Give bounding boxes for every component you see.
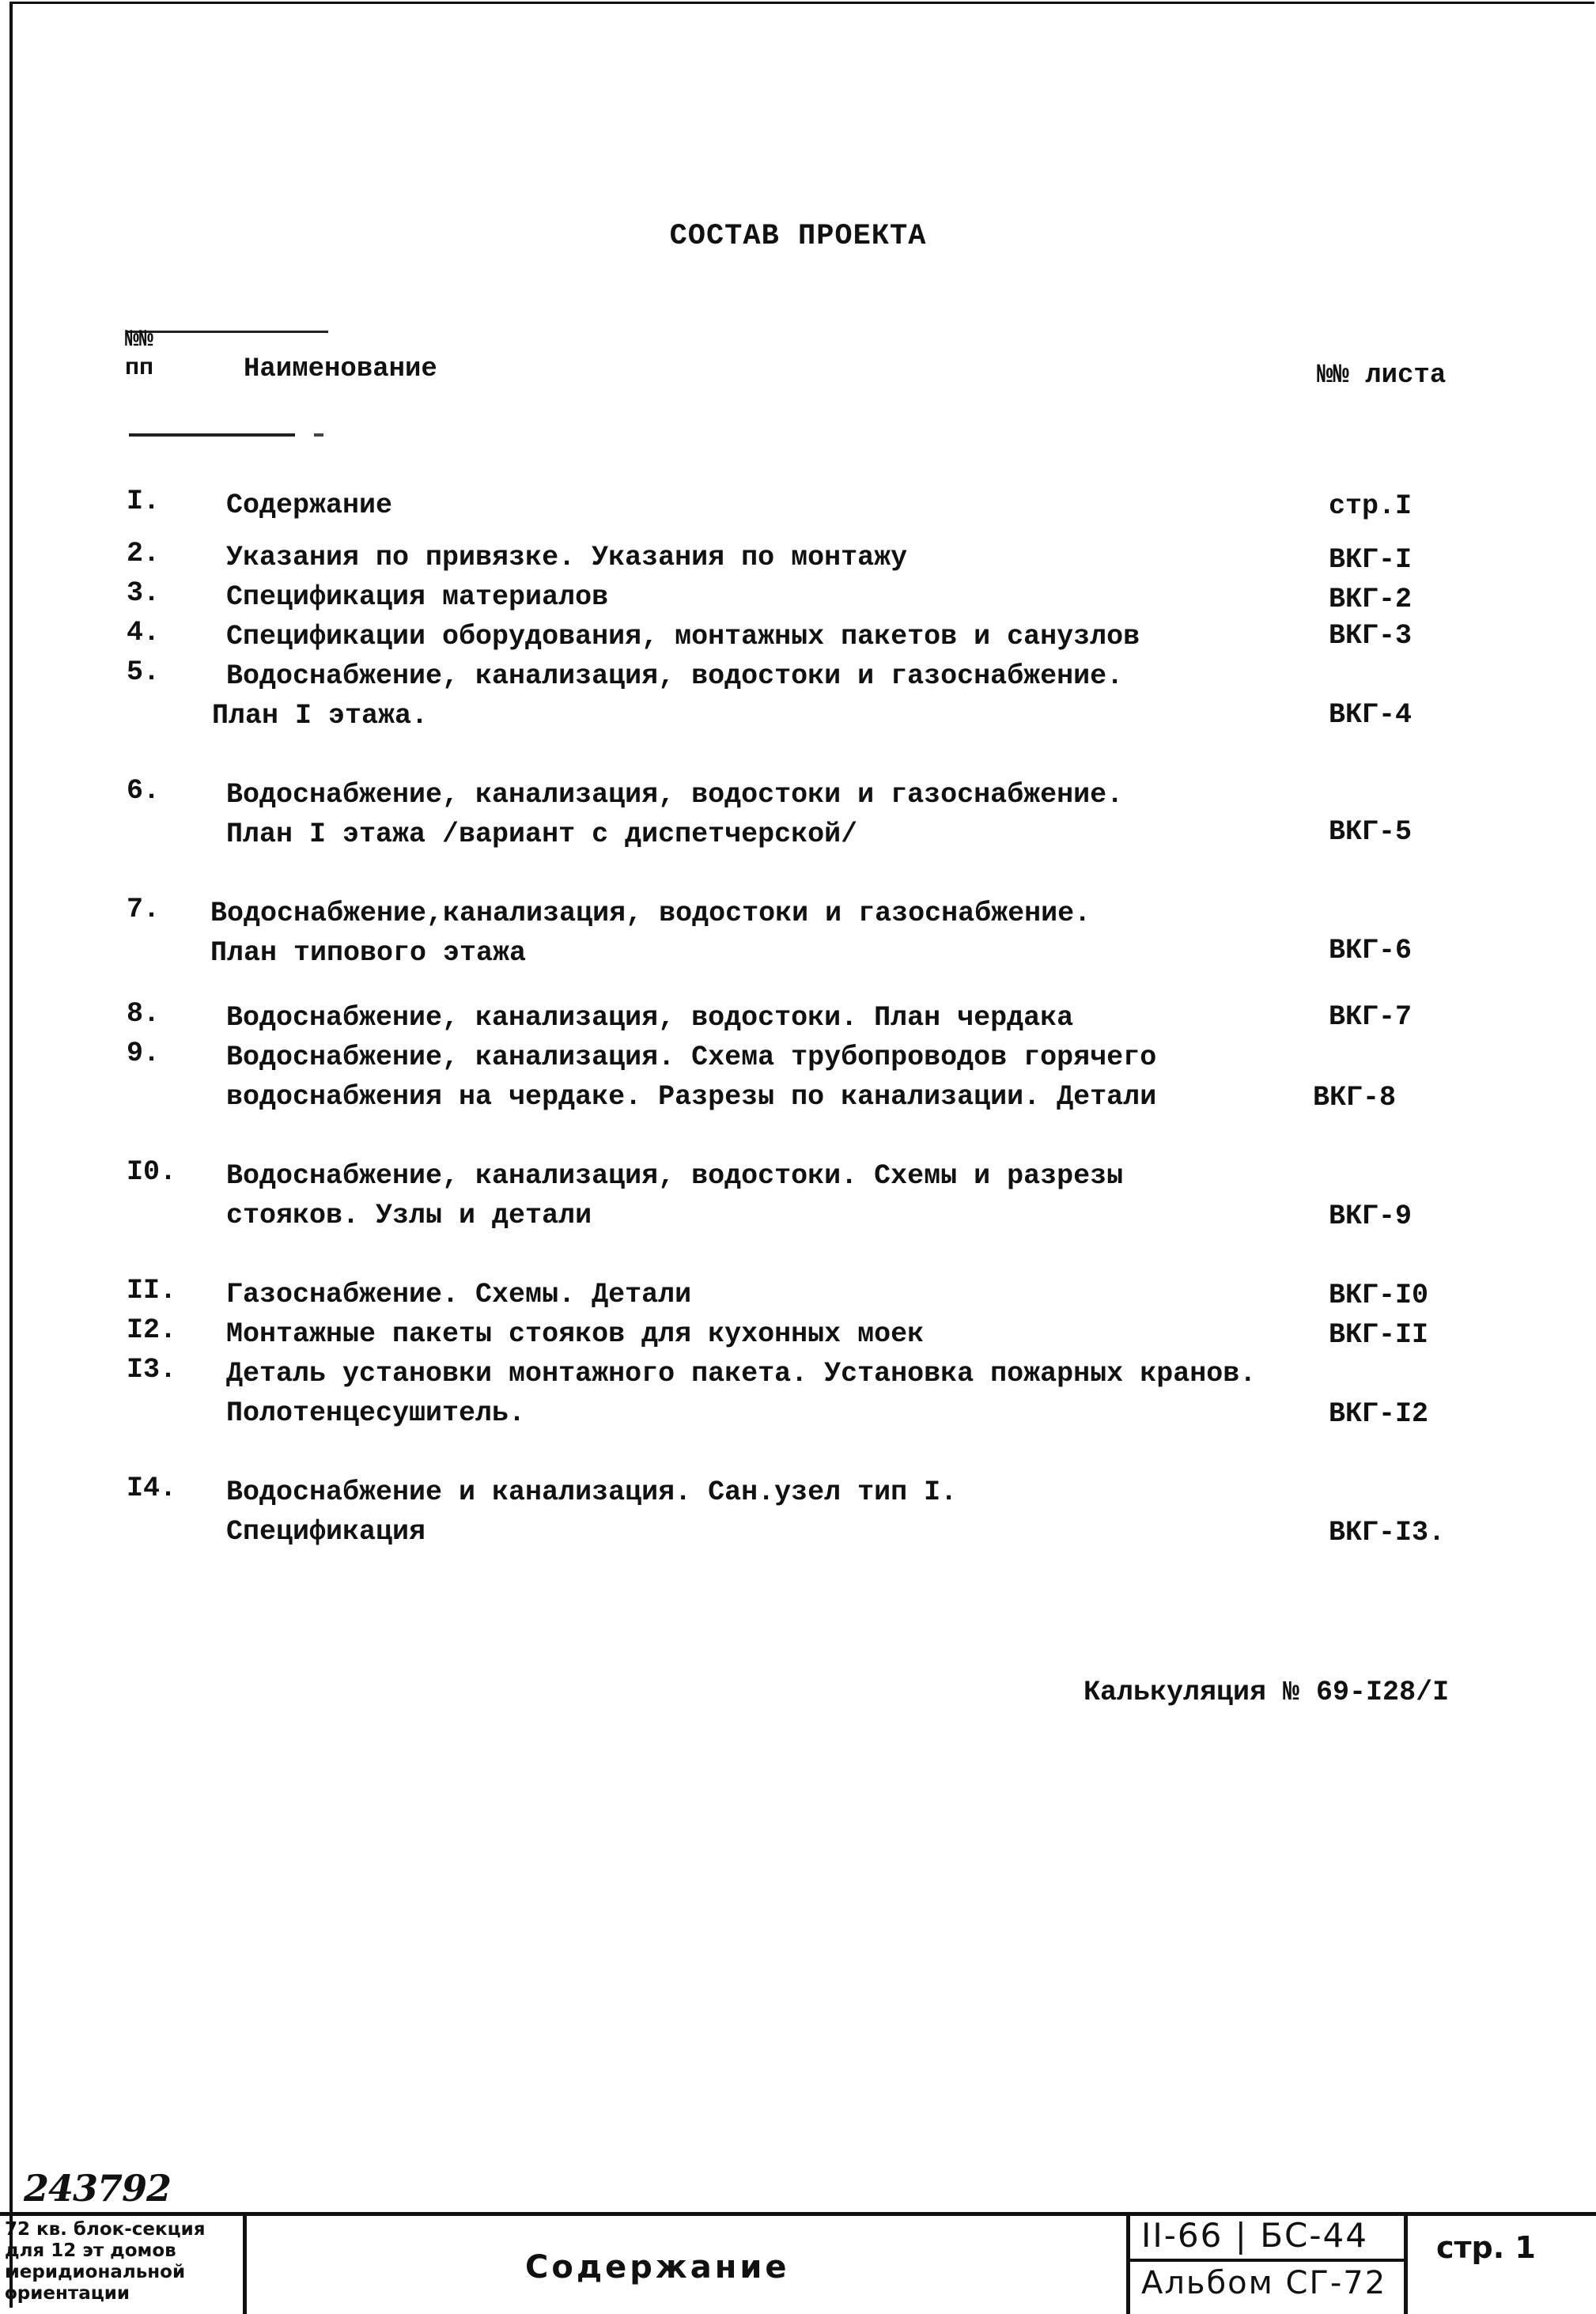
row-line1: Водоснабжение,канализация, водостоки и газоснабжение. bbox=[210, 898, 1091, 929]
row-line2: водоснабжения на чердаке. Разрезы по канализации. Детали bbox=[226, 1081, 1157, 1113]
row-line1: Спецификации оборудования, монтажных пакетов и санузлов bbox=[226, 621, 1140, 652]
row-text bbox=[226, 1156, 1278, 1235]
row-number: 7. bbox=[127, 894, 161, 925]
title-block bbox=[0, 2212, 1596, 2310]
handwritten-inventory-number: 243792 bbox=[24, 2167, 172, 2210]
page-number: стр. 1 bbox=[1436, 2230, 1536, 2265]
row-line1: Водоснабжение, канализация, водостоки. Схемы и разрезы bbox=[226, 1160, 1124, 1192]
header-sheet-label: №№ листа bbox=[1317, 361, 1447, 391]
row-line2: стояков. Узлы и детали bbox=[226, 1200, 592, 1231]
row-number: 6. bbox=[127, 775, 161, 807]
row-line1: Водоснабжение, канализация, водостоки и газоснабжение. bbox=[226, 779, 1124, 811]
row-line1: Газоснабжение. Схемы. Детали bbox=[226, 1279, 692, 1310]
row-line1: Водоснабжение, канализация, водостоки и газоснабжение. bbox=[226, 660, 1124, 692]
row-line1: Деталь установки монтажного пакета. Установка пожарных кранов. bbox=[226, 1358, 1257, 1390]
row-sheet: ВКГ-I2 bbox=[1329, 1398, 1429, 1430]
row-line1: Водоснабжение и канализация. Сан.узел тип I. bbox=[226, 1476, 958, 1508]
row-number: I3. bbox=[127, 1354, 177, 1386]
row-sheet: ВКГ-4 bbox=[1329, 699, 1413, 731]
row-sheet: ВКГ-I3. bbox=[1329, 1517, 1446, 1548]
calculation-reference: Калькуляция № 69-I28/I bbox=[1084, 1677, 1450, 1708]
row-number: I0. bbox=[127, 1156, 177, 1188]
row-text bbox=[226, 1314, 1278, 1354]
header-number-column bbox=[125, 326, 153, 383]
row-number: I. bbox=[127, 486, 161, 517]
project-line-2: для 12 эт домов bbox=[5, 2240, 176, 2261]
title-block-project-cell bbox=[0, 2216, 247, 2314]
header-name-label: Наименование bbox=[244, 354, 437, 384]
row-line2: План I этажа. bbox=[212, 700, 429, 732]
row-text bbox=[212, 656, 1278, 735]
series-code: II-66 | БС-44 bbox=[1130, 2216, 1404, 2262]
row-text bbox=[226, 1275, 1278, 1314]
row-number: 9. bbox=[127, 1038, 161, 1069]
album-code: Альбом СГ-72 bbox=[1141, 2265, 1387, 2301]
row-line2: План типового этажа bbox=[210, 937, 527, 969]
row-number: I4. bbox=[127, 1473, 177, 1504]
row-sheet: ВКГ-7 bbox=[1329, 1001, 1413, 1033]
row-line1: Водоснабжение, канализация. Схема трубопроводов горячего bbox=[226, 1042, 1157, 1073]
project-line-3: меридиональной bbox=[5, 2262, 186, 2282]
row-sheet: ВКГ-9 bbox=[1329, 1200, 1413, 1232]
row-number: II. bbox=[127, 1275, 177, 1306]
project-line-1: 72 кв. блок-секция bbox=[5, 2219, 206, 2240]
row-number: 8. bbox=[127, 998, 161, 1030]
row-text bbox=[226, 1038, 1278, 1117]
title-block-series-cell bbox=[1126, 2216, 1408, 2314]
header-rule-top bbox=[127, 331, 328, 333]
row-number: 2. bbox=[127, 538, 161, 569]
row-text bbox=[226, 486, 1278, 525]
sheet-title: Содержание bbox=[525, 2249, 790, 2286]
row-text bbox=[226, 998, 1278, 1038]
row-line1: Монтажные пакеты стояков для кухонных моек bbox=[226, 1318, 925, 1350]
row-line2: План I этажа /вариант с диспетчерской/ bbox=[226, 819, 858, 850]
row-sheet: стр.I bbox=[1329, 490, 1413, 522]
row-line1: Водоснабжение, канализация, водостоки. План чердака bbox=[226, 1002, 1074, 1034]
row-sheet: ВКГ-8 bbox=[1313, 1082, 1397, 1114]
row-text bbox=[210, 894, 1262, 973]
header-number-label-line2: пп bbox=[125, 355, 154, 382]
row-line1: Указания по привязке. Указания по монтажу bbox=[226, 542, 908, 573]
row-text bbox=[226, 1473, 1278, 1552]
header-rule-bottom bbox=[129, 433, 366, 437]
row-line2: Спецификация bbox=[226, 1516, 426, 1548]
document-title: СОСТАВ ПРОЕКТА bbox=[669, 220, 927, 253]
row-sheet: ВКГ-3 bbox=[1329, 620, 1413, 652]
row-sheet: ВКГ-2 bbox=[1329, 584, 1413, 615]
title-block-sheet-title-cell bbox=[247, 2216, 1126, 2314]
row-sheet: ВКГ-5 bbox=[1329, 816, 1413, 848]
project-line-4: ориентации bbox=[5, 2283, 130, 2304]
title-block-page-cell bbox=[1408, 2216, 1596, 2314]
row-sheet: ВКГ-I bbox=[1329, 544, 1413, 576]
row-sheet: ВКГ-6 bbox=[1329, 935, 1413, 966]
row-text bbox=[226, 1354, 1278, 1433]
row-line1: Спецификация материалов bbox=[226, 581, 609, 613]
document-page bbox=[9, 2, 1594, 2308]
row-number: I2. bbox=[127, 1314, 177, 1346]
row-number: 5. bbox=[127, 656, 161, 688]
row-text bbox=[226, 577, 1278, 617]
row-number: 4. bbox=[127, 617, 161, 648]
header-number-label-line1: №№ bbox=[125, 327, 154, 354]
row-line1: Содержание bbox=[226, 490, 393, 521]
row-number: 3. bbox=[127, 577, 161, 609]
row-line2: Полотенцесушитель. bbox=[226, 1397, 526, 1429]
row-sheet: ВКГ-II bbox=[1329, 1319, 1429, 1351]
row-text bbox=[226, 775, 1278, 854]
row-sheet: ВКГ-I0 bbox=[1329, 1280, 1429, 1311]
row-text bbox=[226, 538, 1278, 577]
row-text bbox=[226, 617, 1278, 656]
